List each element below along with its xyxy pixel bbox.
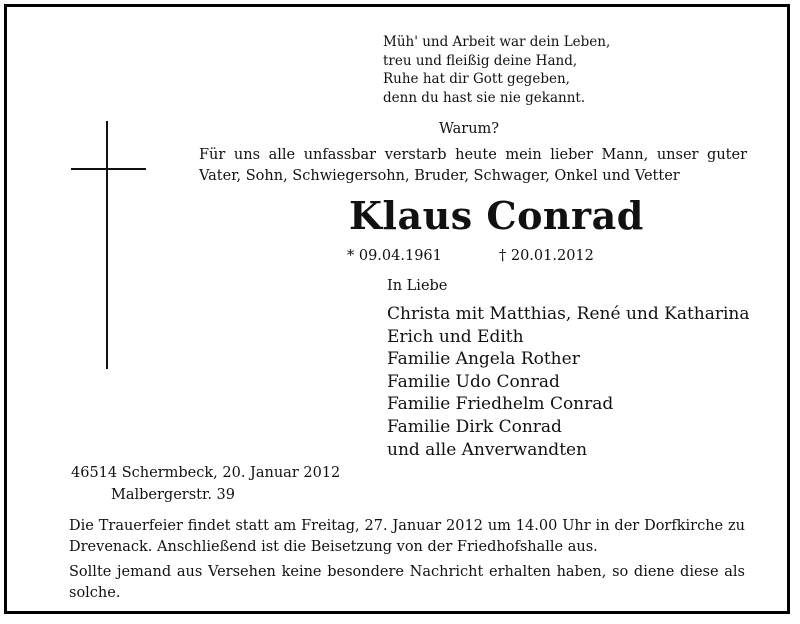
cross-icon-bar	[71, 168, 146, 170]
mourner: Erich und Edith	[387, 326, 524, 347]
notice-note: Sollte jemand aus Versehen keine besondere Nachricht erhalten haben, so diene diese als solche.	[69, 564, 745, 601]
poem-line: treu und fleißig deine Hand,	[383, 52, 578, 69]
poem-line: Müh' und Arbeit war dein Leben,	[383, 34, 611, 50]
birth-date: * 09.04.1961	[347, 248, 442, 264]
obituary-frame	[4, 4, 790, 614]
mourners-list	[387, 303, 750, 461]
place-date: 46514 Schermbeck, 20. Januar 2012	[71, 465, 341, 481]
death-date: † 20.01.2012	[499, 248, 594, 264]
mourner: Familie Angela Rother	[387, 349, 580, 370]
cross-icon	[106, 121, 108, 369]
poem-line: Ruhe hat dir Gott gegeben,	[383, 71, 570, 87]
poem-line: denn du hast sie nie gekannt.	[383, 89, 586, 106]
intro-text: Für uns alle unfassbar verstarb heute mein lieber Mann, unser guter Vater, Sohn, Schwiegersohn, Bruder, Schwager, Onkel und Vetter	[199, 147, 747, 184]
mourner: Familie Dirk Conrad	[387, 416, 562, 437]
mourner: und alle Anverwandten	[387, 439, 588, 460]
in-love-label: In Liebe	[387, 278, 448, 294]
deceased-name: Klaus Conrad	[349, 193, 644, 238]
mourner: Christa mit Matthias, René und Katharina	[387, 304, 750, 324]
funeral-notice: Die Trauerfeier findet statt am Freitag, 27. Januar 2012 um 14.00 Uhr in der Dorfkirche zu Drevenack. Anschließend ist die Beisetzung von der Friedhofshalle aus.	[69, 518, 745, 555]
question: Warum?	[439, 121, 500, 137]
poem	[383, 33, 610, 107]
mourner: Familie Friedhelm Conrad	[387, 394, 614, 415]
street-address: Malbergerstr. 39	[111, 487, 235, 503]
mourner: Familie Udo Conrad	[387, 371, 560, 392]
